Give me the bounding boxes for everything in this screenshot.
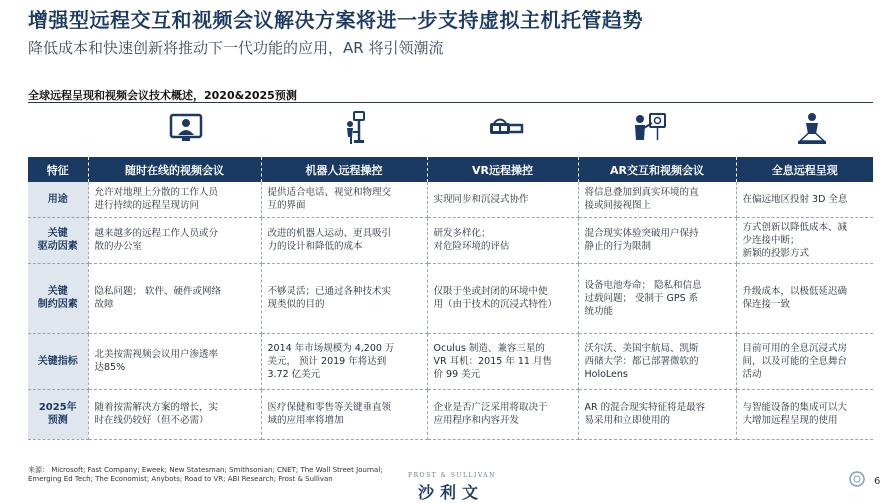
robot-telepresence-icon — [340, 110, 376, 146]
table-row — [28, 333, 873, 389]
row-header-line: 用途 — [47, 193, 68, 205]
cell-text-line: 与智能设备的集成可以大 — [742, 402, 848, 413]
table-cell — [427, 217, 578, 263]
table-cell — [427, 333, 578, 389]
video-conference-icon — [168, 110, 204, 146]
cell-text-line: 企业是否广泛采用将取决于 — [433, 402, 548, 413]
cell-text-line: 过载问题； 受制于 GPS 系 — [584, 292, 699, 304]
cell-text-line: VR 耳机：2015 年 11 月售 — [433, 355, 552, 367]
cell-text-line: 允许对地理上分散的工作人员 — [94, 187, 219, 199]
cell-text-line: 活动 — [742, 368, 762, 380]
cell-text-line: HoloLens — [584, 368, 628, 380]
row-header — [28, 333, 88, 389]
company-logo-chinese: 沙利文 — [418, 483, 485, 502]
table-cell — [261, 217, 427, 263]
cell-text-line: 方式创新以降低成本、减 — [742, 221, 848, 233]
table-row — [28, 182, 873, 217]
cell-text-line: 医疗保健和零售等关键垂直领 — [267, 402, 392, 413]
table-row — [28, 217, 873, 263]
cell-text-line: 现类似的目的 — [267, 299, 325, 310]
row-header — [28, 217, 88, 263]
cell-text-line: 大增加远程呈现的使用 — [742, 415, 838, 426]
cell-text-line: 越来越多的远程工作人员或分 — [94, 228, 219, 239]
cell-text-line: 散的办公室 — [94, 241, 143, 252]
cell-text-line: 北美按需视频会议用户渗透率 — [94, 349, 219, 360]
cell-text-line: 2014 年市场规模为 4,200 万 — [267, 342, 395, 354]
cell-text-line: 升级成本，以极低延迟确 — [742, 286, 848, 297]
column-header: VR远程操控 — [427, 157, 578, 182]
ar-presenter-icon — [632, 110, 668, 146]
table-cell — [736, 263, 873, 333]
table-cell — [88, 333, 261, 389]
cell-text-line: 目前可用的全息沉浸式房 — [742, 342, 848, 354]
table-cell — [261, 333, 427, 389]
column-header: 随时在线的视频会议 — [88, 157, 261, 182]
table-cell — [736, 182, 873, 217]
row-header-line: 预测 — [47, 415, 68, 426]
cell-text-line: 域的应用率将增加 — [267, 415, 344, 426]
table-cell — [736, 333, 873, 389]
hologram-icon — [794, 110, 830, 146]
table-row — [28, 389, 873, 439]
cell-text-line: 时在线仍较好（但不必需） — [94, 415, 209, 426]
cell-text-line: 新颖的投影方式 — [742, 247, 810, 259]
cell-text-line: AR 的混合现实特征将是最容 — [584, 402, 706, 413]
source-note: 来源： Microsoft; Fast Company; Eweek; New Statesman; Smithsonian; CNET; The Wall Street Journal; Emerging Ed Tech; The Economist; Anybots; Road to VR; ABI Research; Frost & Sullivan — [28, 466, 383, 483]
row-header-line: 2025年 — [38, 402, 77, 413]
table-cell — [427, 182, 578, 217]
cell-text-line: 研发多样化； — [433, 228, 491, 239]
cell-text-line: 西储大学：都已部署微软的 — [584, 355, 699, 367]
comparison-table — [28, 157, 873, 440]
column-header: AR交互和视频会议 — [578, 157, 736, 182]
table-cell — [578, 263, 736, 333]
row-header-line: 驱动因素 — [37, 241, 78, 252]
cell-text-line: 美元， 预计 2019 年将达到 — [267, 355, 387, 367]
cell-text-line: 将信息叠加到真实环境的直 — [584, 187, 699, 199]
section-title: 全球远程呈现和视频会议技术概述，2020&2025预测 — [28, 89, 297, 102]
table-cell — [88, 263, 261, 333]
table-cell — [578, 217, 736, 263]
table-cell — [578, 182, 736, 217]
cell-text-line: 互的界面 — [267, 200, 306, 212]
cell-text-line: 改进的机器人运动、更具吸引 — [267, 228, 392, 239]
column-header: 机器人远程操控 — [261, 157, 427, 182]
cell-text-line: 应用程序和内容开发 — [433, 415, 520, 426]
cell-text-line: 设备电池寿命； 隐私和信息 — [584, 279, 702, 291]
cell-text-line: 实现同步和沉浸式协作 — [433, 193, 529, 205]
table-row — [28, 263, 873, 333]
row-header-line: 制约因素 — [37, 299, 78, 310]
cell-text-line: 提供适合电话、视觉和物理交 — [267, 187, 392, 199]
cell-text-line: 少连接中断； — [742, 234, 800, 246]
cell-text-line: 在偏远地区投射 3D 全息 — [742, 193, 848, 205]
row-header-line: 关键指标 — [37, 355, 78, 367]
cell-text-line: 仅限于坐或封闭的环境中使 — [433, 286, 548, 297]
cell-text-line: 进行持续的远程呈现访问 — [94, 200, 200, 212]
cell-text-line: 达85% — [94, 362, 126, 373]
table-cell — [578, 389, 736, 439]
cell-text-line: 3.72 亿美元 — [267, 368, 321, 380]
table-header-row — [28, 157, 873, 182]
page-number: 6 — [874, 476, 881, 487]
table-cell — [427, 263, 578, 333]
cell-text-line: 保连接一致 — [742, 299, 791, 310]
section-divider — [28, 102, 873, 103]
cell-text-line: 用（由于技术的沉浸式特性） — [433, 299, 558, 310]
table-cell — [261, 182, 427, 217]
cell-text-line: 沃尔沃、美国宇航局、凯斯 — [584, 342, 699, 354]
row-header — [28, 182, 88, 217]
cell-text-line: 混合现实体验突破用户保持 — [584, 228, 699, 239]
cell-text-line: 力的设计和降低的成本 — [267, 241, 363, 252]
cell-text-line: 价 99 美元 — [433, 368, 481, 380]
table-cell — [427, 389, 578, 439]
cell-text-line: 间，以及可能的全息舞台 — [742, 355, 848, 367]
row-header-line: 关键 — [47, 228, 68, 239]
row-header — [28, 263, 88, 333]
table-cell — [578, 333, 736, 389]
row-header-line: 关键 — [47, 286, 68, 297]
cell-text-line: 不够灵活；已通过各种技术实 — [267, 286, 392, 297]
cell-text-line: 隐私问题； 软件、硬件或网络 — [94, 286, 222, 297]
row-header — [28, 389, 88, 439]
page-title: 增强型远程交互和视频会议解决方案将进一步支持虚拟主机托管趋势 — [28, 8, 643, 32]
column-header: 全息远程呈现 — [736, 157, 873, 182]
page-subtitle: 降低成本和快速创新将推动下一代功能的应用，AR 将引领潮流 — [28, 39, 444, 57]
column-header: 特征 — [28, 157, 88, 182]
table-cell — [261, 263, 427, 333]
table-cell — [736, 389, 873, 439]
cell-text-line: 统功能 — [584, 305, 614, 317]
company-logo-english: FROST & SULLIVAN — [408, 472, 496, 479]
cell-text-line: Oculus 制造、兼容三星的 — [433, 342, 545, 354]
table-cell — [736, 217, 873, 263]
cell-text-line: 易采用和立即使用的 — [584, 415, 671, 426]
table-cell — [88, 217, 261, 263]
cell-text-line: 接或间接视图上 — [584, 200, 652, 212]
cell-text-line: 对危险环境的评估 — [433, 241, 510, 252]
cell-text-line: 随着按需解决方案的增长，实 — [94, 402, 219, 413]
cell-text-line: 静止的行为限制 — [584, 241, 652, 252]
cell-text-line: 故障 — [94, 299, 114, 310]
vr-headset-icon — [488, 110, 524, 146]
table-cell — [261, 389, 427, 439]
company-mark-icon — [848, 470, 866, 488]
table-cell — [88, 389, 261, 439]
table-cell — [88, 182, 261, 217]
